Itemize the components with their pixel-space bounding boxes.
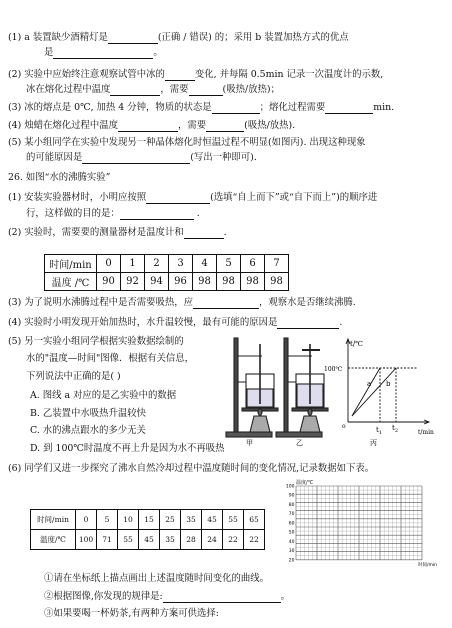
text-segment: A. 图线 a 对应的是乙实验中的数据 — [30, 390, 177, 401]
y-tick-label: 80 — [288, 502, 295, 508]
y-tick-label: 50 — [288, 530, 295, 536]
table-cell: 45 — [139, 530, 160, 550]
text-line — [8, 317, 342, 329]
answer-blank[interactable] — [146, 193, 210, 204]
table-header: 时间/min — [31, 510, 76, 530]
table-header: 温度 /℃ — [45, 273, 97, 291]
answer-blank[interactable] — [325, 103, 373, 114]
table-cell: 92 — [121, 273, 145, 291]
table-cell: 2 — [145, 255, 169, 273]
text-segment: 下列说法中正确的是( ) — [26, 371, 121, 382]
text-segment: (正确 / 错误) 的；采用 b 装置加热方式的优点 — [157, 32, 349, 43]
table-cell: 45 — [202, 510, 223, 530]
text-line — [8, 463, 374, 475]
table-cell: 4 — [193, 255, 217, 273]
apparatus-jia — [226, 338, 278, 437]
grid-ylabel: 温度/℃ — [296, 480, 314, 486]
text-segment: 行，这样做的目的是： — [26, 208, 120, 219]
answer-blank[interactable] — [165, 70, 195, 81]
text-segment: 冰在熔化过程中温度 — [26, 84, 111, 95]
table-cell: 28 — [181, 530, 202, 550]
text-segment: ①请在坐标纸上描点画出上述温度随时间变化的曲线。 — [44, 573, 270, 584]
table-cell: 24 — [202, 530, 223, 550]
line-a-label: a — [367, 380, 372, 388]
text-segment: B. 乙装置中水吸热升温较快 — [30, 408, 146, 419]
table-cell: 22 — [223, 530, 244, 550]
text-segment: . — [339, 317, 343, 328]
y-tick-label: 40 — [288, 539, 295, 545]
text-segment: 26. 如图“水的沸腾实验” — [8, 172, 111, 183]
table-cell: 98 — [265, 273, 289, 291]
answer-blank[interactable] — [108, 33, 158, 44]
text-line — [26, 371, 121, 383]
y-tick-label: 30 — [288, 549, 295, 555]
answer-blank[interactable] — [189, 85, 223, 96]
text-segment: (4) 实验时小明发现开始加热时，水升温较慢，最有可能的原因是 — [8, 317, 278, 328]
text-line — [30, 408, 146, 420]
table-cell: 55 — [223, 510, 244, 530]
table-cell: 6 — [241, 255, 265, 273]
text-segment: (写出一种即可). — [190, 152, 257, 163]
text-segment: (1) 安装实验器材时，小明应按照 — [8, 192, 147, 203]
text-line — [26, 208, 200, 220]
text-line — [8, 172, 110, 184]
text-line — [8, 102, 394, 114]
text-segment: (6) 同学们又进一步探究了沸水自然冷却过程中温度随时间的变化情况,记录数据如下表。 — [8, 463, 375, 474]
table-cell: 96 — [169, 273, 193, 291]
table-cell: 0 — [76, 510, 97, 530]
text-line — [44, 608, 219, 620]
text-segment: (1) a 装置缺少酒精灯是 — [8, 32, 108, 43]
t1-label: $t_1$ — [376, 426, 383, 436]
line-b-label: b — [386, 380, 391, 388]
answer-blank[interactable] — [212, 103, 260, 114]
y-tick-label: 70 — [288, 512, 295, 518]
text-line — [8, 32, 349, 44]
text-segment: (3) 为了说明水沸腾过程中是否需要吸热，应 — [8, 297, 194, 308]
grid-xlabel: 时间/min — [418, 563, 438, 568]
text-segment: 。 — [153, 47, 163, 58]
text-segment: (5) 另一实验小组同学根据实验数据绘制的 — [8, 336, 184, 347]
label-bing: 丙 — [370, 439, 377, 447]
text-line — [44, 573, 269, 585]
answer-blank[interactable] — [193, 298, 259, 309]
text-line — [8, 69, 383, 81]
text-line — [26, 84, 280, 96]
text-line — [30, 443, 225, 455]
text-segment: . — [193, 208, 200, 219]
text-line — [44, 47, 163, 59]
table-cell: 94 — [145, 273, 169, 291]
text-segment: (吸热/放热). — [244, 120, 296, 131]
text-line — [30, 390, 176, 402]
answer-blank[interactable] — [206, 121, 244, 132]
text-line — [8, 336, 184, 348]
table-cell: 5 — [217, 255, 241, 273]
answer-blank[interactable] — [277, 318, 339, 329]
label-yi: 乙 — [296, 439, 303, 447]
label-jia: 甲 — [246, 439, 253, 447]
table-cell: 3 — [169, 255, 193, 273]
axis-t-label: t/℃ — [350, 340, 364, 348]
hundred-label: 100℃ — [324, 366, 343, 373]
text-segment: (吸热/放热)； — [222, 84, 280, 95]
table-cell: 65 — [244, 510, 265, 530]
table-cell: 90 — [97, 273, 121, 291]
answer-blank[interactable] — [184, 228, 224, 239]
text-segment: 变化, 并每隔 0.5min 记录一次温度计的示数, — [194, 69, 384, 80]
text-segment: ，需要 — [178, 120, 207, 131]
y-tick-label: 90 — [288, 493, 295, 499]
text-segment: 的可能原因是 — [26, 152, 83, 163]
answer-blank[interactable] — [82, 153, 190, 164]
text-segment: ，观察水是否继续沸腾. — [259, 297, 356, 308]
table-cell: 98 — [193, 273, 217, 291]
text-line — [30, 425, 146, 437]
text-segment: ③如果要喝一杯奶茶,有两种方案可供选择: — [44, 608, 219, 619]
table-cell: 71 — [97, 530, 118, 550]
table-cell: 35 — [160, 530, 181, 550]
grid-paper-chart — [282, 476, 446, 572]
text-segment: (选填“自上而下”或“自下而上”)的顺序进 — [210, 192, 378, 203]
boiling-apparatus-figure — [222, 334, 446, 448]
table-cell: 0 — [97, 255, 121, 273]
text-segment: 。 — [280, 591, 291, 602]
text-segment: (4) 烛蜡在熔化过程中温度 — [8, 120, 119, 131]
t2-label: $t_2$ — [392, 424, 399, 434]
text-line — [26, 152, 257, 164]
table-cell: 5 — [97, 510, 118, 530]
table-cell: 22 — [244, 530, 265, 550]
apparatus-yi — [276, 338, 328, 437]
table-header: 时间/min — [45, 255, 97, 273]
text-segment: D. 到 100℃时温度不再上升是因为水不再吸热 — [30, 443, 225, 454]
text-segment: (5) 某小组同学在实验中发现另一种晶体熔化时恒温过程不明显(如图丙). 出现这种现象 — [8, 137, 366, 148]
y-tick-label: 100 — [285, 484, 295, 490]
answer-blank[interactable] — [163, 592, 281, 603]
text-segment: min. — [373, 102, 395, 113]
text-line — [44, 591, 290, 603]
boiling-data-table — [44, 254, 289, 291]
text-segment: ，需要 — [160, 84, 189, 95]
text-segment: 是 — [44, 47, 54, 58]
text-line — [8, 137, 366, 149]
table-cell: 1 — [121, 255, 145, 273]
answer-blank[interactable] — [120, 209, 194, 220]
table-header: 温度/℃ — [31, 530, 76, 550]
table-cell: 55 — [118, 530, 139, 550]
text-segment: . — [223, 227, 227, 238]
table-cell: 10 — [118, 510, 139, 530]
y-tick-label: 20 — [288, 558, 295, 564]
text-line — [8, 227, 227, 239]
table-cell: 35 — [181, 510, 202, 530]
text-line — [8, 297, 356, 309]
y-tick-label: 60 — [288, 521, 295, 527]
text-segment: ②根据图像,你发现的规律是: — [44, 591, 163, 602]
text-segment: (2) 实验中应始终注意观察试管中冰的 — [8, 69, 165, 80]
text-segment: 水的"温度—时间"图像．根据有关信息， — [26, 353, 195, 364]
text-segment: ；熔化过程需要 — [259, 102, 326, 113]
table-cell: 25 — [160, 510, 181, 530]
table-cell: 100 — [76, 530, 97, 550]
text-segment: C. 水的沸点跟水的多少无关 — [30, 425, 146, 436]
text-segment: (3) 冰的熔点是 0℃, 加热 4 分钟，物质的状态是 — [8, 102, 212, 113]
answer-blank[interactable] — [118, 121, 178, 132]
answer-blank[interactable] — [110, 85, 160, 96]
table-cell: 15 — [139, 510, 160, 530]
answer-blank[interactable] — [53, 48, 153, 59]
origin-label: o — [342, 423, 346, 430]
text-segment: (2) 实验时，需要要的测量器材是温度计和 — [8, 227, 184, 238]
axis-time-label: t/min — [418, 429, 434, 436]
text-line — [26, 353, 194, 365]
table-cell: 98 — [217, 273, 241, 291]
table-cell: 7 — [265, 255, 289, 273]
table-cell: 98 — [241, 273, 265, 291]
text-line — [8, 192, 377, 204]
text-line — [8, 120, 295, 132]
cooling-data-table — [30, 509, 265, 550]
